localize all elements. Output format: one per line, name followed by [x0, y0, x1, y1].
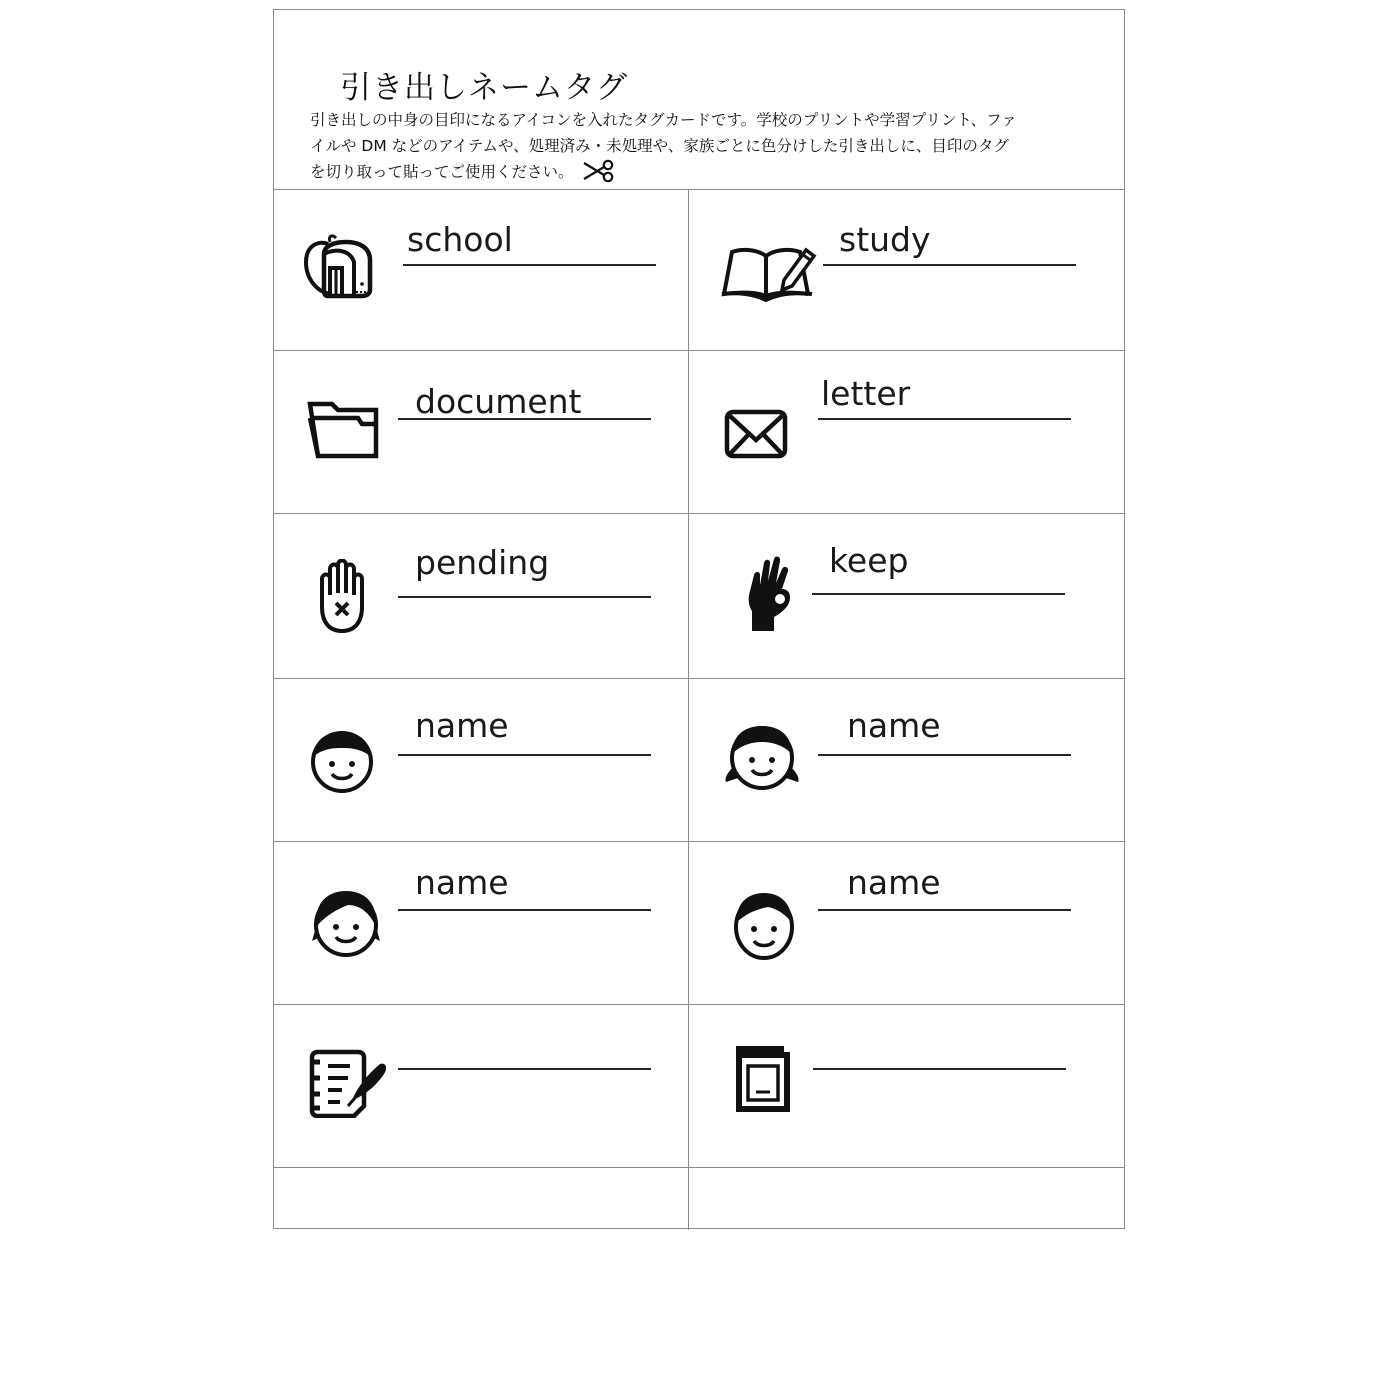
- tag-label: name: [415, 706, 509, 745]
- man-face-icon: [732, 885, 796, 965]
- tag-write-line[interactable]: [403, 264, 656, 266]
- tag-card-name[interactable]: [688, 678, 1124, 841]
- tag-label: document: [415, 382, 582, 421]
- woman-face-icon: [308, 883, 384, 965]
- tag-write-line[interactable]: [812, 593, 1065, 595]
- school-bag-icon: [300, 232, 380, 308]
- tag-write-line[interactable]: [398, 909, 651, 911]
- tag-card-school[interactable]: [274, 190, 688, 350]
- sheet-header: [274, 10, 1124, 190]
- photo-album-icon: [734, 1044, 792, 1118]
- book-pencil-icon: [720, 240, 818, 306]
- tag-card-letter[interactable]: [688, 350, 1124, 513]
- tag-label: keep: [829, 541, 909, 580]
- page-title: 引き出しネームタグ: [340, 70, 628, 106]
- tag-card-name[interactable]: [274, 841, 688, 1004]
- tag-card-name[interactable]: [274, 678, 688, 841]
- tag-sheet: [273, 9, 1125, 1229]
- tag-card-keep[interactable]: [688, 513, 1124, 678]
- tag-card-blank[interactable]: [688, 1004, 1124, 1167]
- tag-write-line[interactable]: [398, 596, 651, 598]
- tag-label: study: [839, 220, 931, 259]
- envelope-icon: [724, 406, 788, 464]
- description: [310, 107, 1086, 185]
- tag-write-line[interactable]: [818, 909, 1071, 911]
- description-line: イルや DM などのアイテムや、処理済み・未処理や、家族ごとに色分けした引き出しに、目印のタグ: [310, 137, 1009, 155]
- tag-write-line[interactable]: [823, 264, 1076, 266]
- tag-write-line[interactable]: [398, 418, 651, 420]
- description-line: [310, 159, 1086, 185]
- notepad-quill-icon: [308, 1048, 388, 1122]
- description-line: 引き出しの中身の目印になるアイコンを入れたタグカードです。学校のプリントや学習プリント、ファ: [310, 111, 1017, 129]
- stop-hand-icon: [312, 559, 370, 639]
- description-line-text: を切り取って貼ってご使用ください。: [310, 163, 574, 181]
- tag-write-line[interactable]: [818, 754, 1071, 756]
- tag-card-name[interactable]: [688, 841, 1124, 1004]
- tag-label: pending: [415, 543, 550, 582]
- tag-card-pending[interactable]: [274, 513, 688, 678]
- tag-card-empty: [688, 1167, 1124, 1230]
- tag-label: school: [407, 220, 513, 259]
- tag-label: letter: [821, 374, 911, 413]
- tag-write-line[interactable]: [398, 1068, 651, 1070]
- tag-write-line[interactable]: [398, 754, 651, 756]
- tag-card-blank[interactable]: [274, 1004, 688, 1167]
- folder-icon: [306, 400, 380, 464]
- girl-pigtails-face-icon: [722, 720, 802, 798]
- boy-face-icon: [308, 726, 376, 798]
- ok-hand-icon: [746, 555, 794, 637]
- tag-card-empty: [274, 1167, 688, 1230]
- tag-write-line[interactable]: [813, 1068, 1066, 1070]
- tag-card-document[interactable]: [274, 350, 688, 513]
- tag-card-study[interactable]: [688, 190, 1124, 350]
- tag-label: name: [847, 863, 941, 902]
- tag-write-line[interactable]: [818, 418, 1071, 420]
- tag-label: name: [847, 706, 941, 745]
- tag-label: name: [415, 863, 509, 902]
- scissors-icon: [582, 159, 616, 191]
